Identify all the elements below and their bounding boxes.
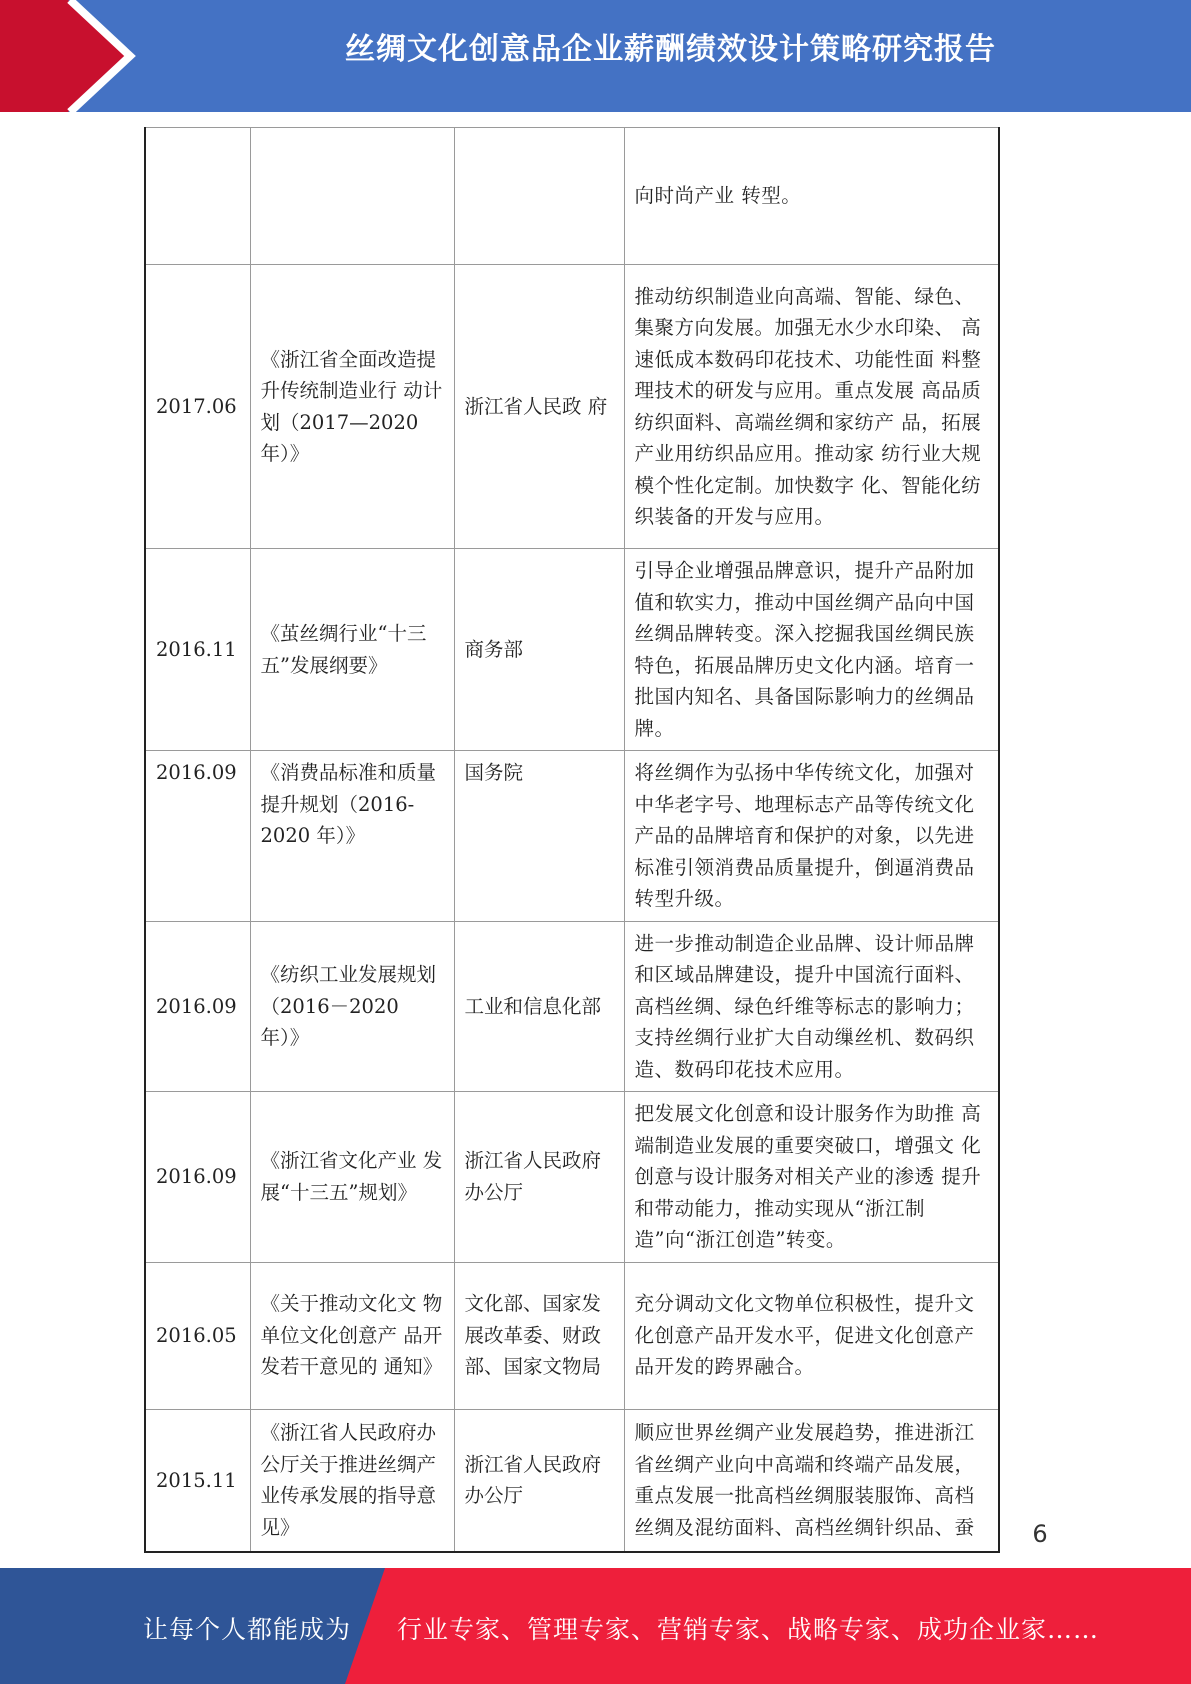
table-row	[145, 1262, 999, 1409]
issuer-cell: 工业和信息化部	[454, 921, 624, 1092]
detail-cell: 推动纺织制造业向高端、智能、绿色、 集聚方向发展。加强无水少水印染、 高速低成本数码印花技术、功能性面 料整理技术的研发与应用。重点发展 高品质纺织面料、高端丝绸和家纺产 品，拓展产业用纺织品应用。推动家 纺行业大规模个性化定制。加快数字 化、智能化纺织装备的开发与应用。	[624, 265, 999, 549]
document-cell: 《浙江省文化产业 发展“十三五”规划》	[250, 1092, 454, 1263]
detail-cell: 顺应世界丝绸产业发展趋势，推进浙江省丝绸产业向中高端和终端产品发展，重点发展一批高档丝绸服装服饰、高档丝绸及混纺面料、高档丝绸针织品、蚕	[624, 1409, 999, 1552]
detail-cell: 进一步推动制造企业品牌、设计师品牌和区域品牌建设，提升中国流行面料、高档丝绸、绿色纤维等标志的影响力；支持丝绸行业扩大自动缫丝机、数码织造、数码印花技术应用。	[624, 921, 999, 1092]
document-cell: 《浙江省人民政府办公厅关于推进丝绸产业传承发展的指导意见》	[250, 1409, 454, 1552]
document-cell	[250, 128, 454, 265]
issuer-cell: 商务部	[454, 549, 624, 751]
document-cell: 《浙江省全面改造提升传统制造业行 动计划（2017—2020 年）》	[250, 265, 454, 549]
detail-cell: 向时尚产业 转型。	[624, 128, 999, 265]
detail-cell: 引导企业增强品牌意识，提升产品附加值和软实力，推动中国丝绸产品向中国丝绸品牌转变。深入挖掘我国丝绸民族特色，拓展品牌历史文化内涵。培育一批国内知名、具备国际影响力的丝绸品牌。	[624, 549, 999, 751]
date-cell: 2016.09	[145, 921, 250, 1092]
header-arrow-decoration	[0, 0, 150, 112]
document-cell: 《消费品标准和质量提升规划（2016-2020 年）》	[250, 751, 454, 922]
report-title: 丝绸文化创意品企业薪酬绩效设计策略研究报告	[345, 32, 996, 67]
date-cell: 2016.11	[145, 549, 250, 751]
footer-slogan-left: 让每个人都能成为	[143, 1615, 352, 1644]
table-row	[145, 1409, 999, 1552]
page-header	[0, 0, 1191, 112]
date-cell: 2016.09	[145, 751, 250, 922]
document-cell: 《纺织工业发展规划（2016－2020 年）》	[250, 921, 454, 1092]
table-row	[145, 751, 999, 922]
date-cell: 2016.05	[145, 1262, 250, 1409]
page-number: 6	[1032, 1520, 1048, 1548]
issuer-cell	[454, 128, 624, 265]
issuer-cell: 国务院	[454, 751, 624, 922]
date-cell	[145, 128, 250, 265]
table-row	[145, 1092, 999, 1263]
issuer-cell: 浙江省人民政府 办公厅	[454, 1092, 624, 1263]
detail-cell: 充分调动文化文物单位积极性，提升文化创意产品开发水平，促进文化创意产品开发的跨界融合。	[624, 1262, 999, 1409]
date-cell: 2015.11	[145, 1409, 250, 1552]
issuer-cell: 浙江省人民政 府	[454, 265, 624, 549]
issuer-cell: 文化部、国家发 展改革委、财政 部、国家文物局	[454, 1262, 624, 1409]
table-row	[145, 921, 999, 1092]
footer-slogan-right: 行业专家、管理专家、营销专家、战略专家、成功企业家……	[397, 1615, 1100, 1644]
document-cell: 《关于推动文化文 物单位文化创意产 品开发若干意见的 通知》	[250, 1262, 454, 1409]
table-row	[145, 549, 999, 751]
date-cell: 2016.09	[145, 1092, 250, 1263]
detail-cell: 把发展文化创意和设计服务作为助推 高端制造业发展的重要突破口，增强文 化创意与设计服务对相关产业的渗透 提升和带动能力，推动实现从“浙江制 造”向“浙江创造”转变。	[624, 1092, 999, 1263]
policy-table	[144, 127, 1000, 1553]
date-cell: 2017.06	[145, 265, 250, 549]
document-cell: 《茧丝绸行业“十三五”发展纲要》	[250, 549, 454, 751]
table-row	[145, 128, 999, 265]
table-row	[145, 265, 999, 549]
issuer-cell: 浙江省人民政府办公厅	[454, 1409, 624, 1552]
detail-cell: 将丝绸作为弘扬中华传统文化，加强对中华老字号、地理标志产品等传统文化产品的品牌培育和保护的对象，以先进标准引领消费品质量提升，倒逼消费品转型升级。	[624, 751, 999, 922]
